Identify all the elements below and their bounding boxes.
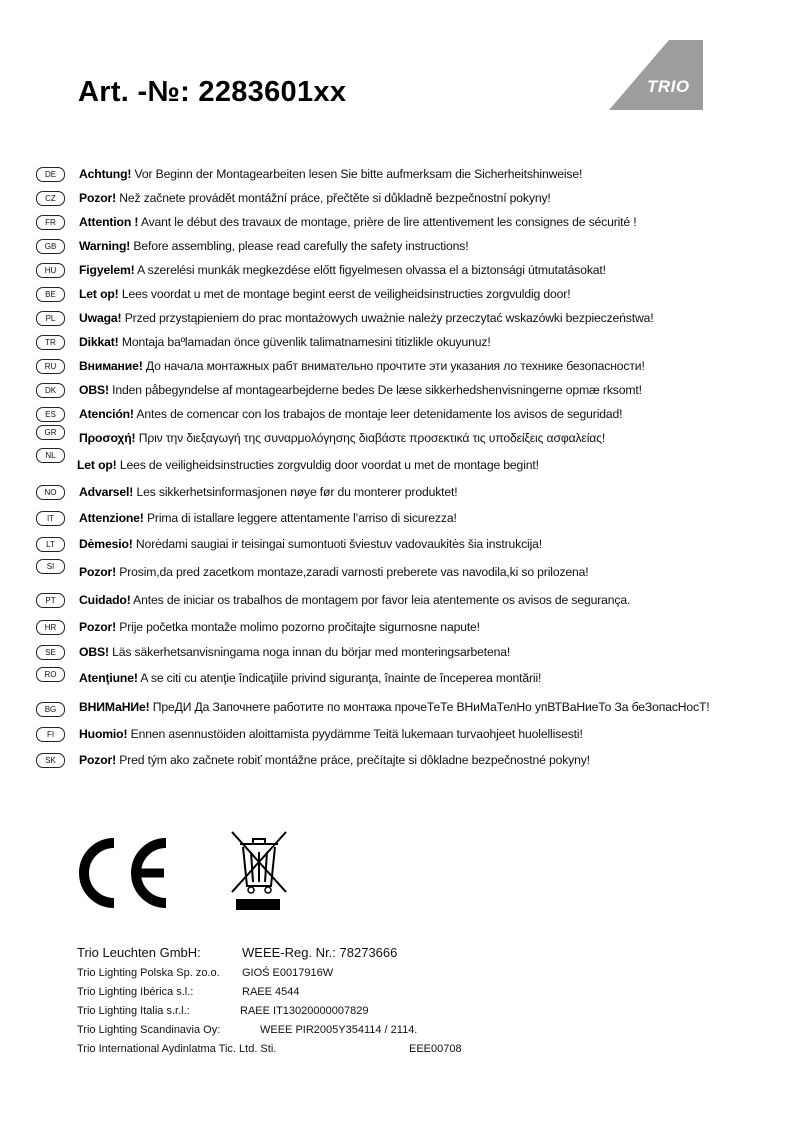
warning-text — [79, 214, 637, 230]
warning-row-it — [36, 510, 776, 528]
warning-body: Les sikkerhetsinformasjonen nøye før du monterer produktet! — [133, 485, 458, 499]
warning-row-gr — [36, 430, 776, 448]
warning-row-fi — [36, 726, 776, 744]
warning-lead: Warning! — [79, 239, 131, 253]
language-code-badge: IT — [36, 511, 65, 526]
warning-row-si — [36, 564, 776, 582]
warning-text — [79, 358, 645, 374]
language-code-badge: LT — [36, 537, 65, 552]
registration-row — [77, 945, 777, 967]
language-code-badge: FI — [36, 727, 65, 742]
warning-text — [79, 619, 480, 635]
registration-number: WEEE-Reg. Nr.: 78273666 — [242, 945, 398, 960]
warning-body: Inden påbegyndelse af montagearbejderne bedes De læse sikkerhedshenvisningerne opmæ rksomt! — [108, 383, 642, 397]
warning-row-sk — [36, 752, 776, 770]
warning-row-lt — [36, 536, 776, 554]
language-code-badge: SK — [36, 753, 65, 768]
warning-row-pt — [36, 592, 776, 610]
ce-mark-icon — [74, 837, 172, 909]
language-code-badge: DK — [36, 383, 65, 398]
warning-text — [79, 564, 589, 580]
warning-text — [79, 406, 622, 422]
warning-lead: Atención! — [79, 407, 134, 421]
language-code-badge: PT — [36, 593, 65, 608]
warning-body: Prima di istallare leggere attentamente l’arriso di sicurezza! — [143, 511, 457, 525]
warning-text — [79, 726, 583, 742]
warning-lead: Figyelem! — [79, 263, 135, 277]
warning-row-dk — [36, 382, 776, 400]
warning-text — [79, 644, 510, 660]
warning-lead: Let op! — [77, 458, 117, 472]
warning-row-tr — [36, 334, 776, 352]
warning-body: Vor Beginn der Montagearbeiten lesen Sie bitte aufmerksam die Sicherheitshinweise! — [131, 167, 583, 181]
warning-row-nl — [36, 451, 776, 475]
language-code-badge: GB — [36, 239, 65, 254]
warning-lead: Let op! — [79, 287, 119, 301]
warning-body: A se citi cu atenţie îndicaţiile privind siguranţa, înainte de începerea montării! — [137, 671, 542, 685]
company-name: Trio Leuchten GmbH: — [77, 945, 201, 960]
language-code-badge: NO — [36, 485, 65, 500]
warning-text — [79, 310, 653, 326]
warning-text — [79, 286, 570, 302]
warning-body: Antes de comencar con los trabajos de montaje leer detenidamente los avisos de seguridad! — [133, 407, 623, 421]
warning-text — [79, 334, 491, 350]
warning-text — [79, 592, 630, 608]
warning-lead: Pozor! — [79, 753, 117, 767]
warning-lead: ВНИМаНИе! — [79, 700, 150, 714]
registration-row — [77, 1043, 777, 1062]
warning-row-pl — [36, 310, 776, 328]
warning-text — [79, 670, 541, 686]
trio-logo-text: TRIO — [647, 77, 690, 96]
registration-number: EEE00708 — [409, 1043, 462, 1055]
warning-row-ro — [36, 670, 776, 688]
warning-lead: Pozor! — [79, 565, 117, 579]
language-code-badge: HR — [36, 620, 65, 635]
warning-lead: Huomio! — [79, 727, 128, 741]
warning-row-be — [36, 286, 776, 304]
warning-body: Prosim,da pred zacetkom montaze,zaradi varnosti preberete vas navodila,ki so prilozena! — [116, 565, 589, 579]
warning-text — [79, 238, 468, 254]
warning-row-bg — [36, 699, 776, 717]
registration-number: WEEE PIR2005Y354114 / 2114. — [260, 1024, 418, 1036]
article-number-title: Art. -№: 2283601xx — [78, 76, 347, 108]
language-code-badge: SE — [36, 645, 65, 660]
language-code-badge: RO — [36, 667, 65, 682]
warning-text — [79, 484, 457, 500]
warning-body: Lees voordat u met de montage begint eerst de veiligheidsinstructies zorgvuldig door! — [118, 287, 571, 301]
registration-row — [77, 1005, 777, 1024]
warning-lead: Atenţiune! — [79, 671, 138, 685]
warning-body: Przed przystąpieniem do prac montażowych uważnie należy przeczytać wskazówki bezpieczeństwa! — [121, 311, 654, 325]
warning-row-gb — [36, 238, 776, 256]
warning-lead: Pozor! — [79, 191, 117, 205]
warning-body: Prije početka montaže molimo pozorno pročitajte sigurnosne napute! — [116, 620, 480, 634]
registration-number: RAEE IT13020000007829 — [240, 1005, 369, 1017]
language-code-badge: CZ — [36, 191, 65, 206]
warning-row-se — [36, 644, 776, 662]
warning-lead: Cuidado! — [79, 593, 131, 607]
warning-row-hr — [36, 619, 776, 637]
warning-lead: Advarsel! — [79, 485, 134, 499]
language-code-badge: DE — [36, 167, 65, 182]
language-code-badge: ES — [36, 407, 65, 422]
warning-row-es — [36, 406, 776, 424]
weee-registration-list — [77, 945, 777, 1062]
warning-body: Before assembling, please read carefully the safety instructions! — [130, 239, 469, 253]
warning-row-ru — [36, 358, 776, 376]
warning-lead: Achtung! — [79, 167, 132, 181]
company-name: Trio Lighting Italia s.r.l.: — [77, 1005, 190, 1017]
warning-body: Lees de veiligheidsinstructies zorgvuldig door voordat u met de montage begint! — [116, 458, 539, 472]
warning-lead: Dėmesio! — [79, 537, 133, 551]
language-code-badge: TR — [36, 335, 65, 350]
warning-lead: OBS! — [79, 383, 109, 397]
warning-text — [79, 262, 606, 278]
warning-row-hu — [36, 262, 776, 280]
warning-body: A szerelési munkák megkezdése előtt figyelmesen olvassa el a biztonsági útmutatásokat! — [134, 263, 606, 277]
company-name: Trio Lighting Polska Sp. zo.o. — [77, 967, 220, 979]
warning-body: ПреДИ Да Започнете работите по монтажа прочеТеТе ВНиМаТелНо упВТВаНиеТо За беЗопасНосТ! — [149, 700, 710, 714]
registration-number: RAEE 4544 — [242, 986, 300, 998]
warning-lead: Dikkat! — [79, 335, 119, 349]
warning-text — [77, 457, 539, 473]
warning-row-de — [36, 166, 776, 184]
registration-row — [77, 1024, 777, 1043]
language-code-badge: SI — [36, 559, 65, 574]
language-code-badge: PL — [36, 311, 65, 326]
warning-body: Než začnete provádět montážní práce, přečtěte si důkladně bezpečnostní pokyny! — [116, 191, 551, 205]
warning-lead: Внимание! — [79, 359, 143, 373]
warning-text — [79, 166, 582, 182]
warning-body: До начала монтажных рабт внимательно прочтите эти указания ло технике безопасности! — [142, 359, 645, 373]
warning-body: Pred tým ako začnete robiť montážne práce, prečítajte si dôkladne bezpečnostné pokyny! — [116, 753, 590, 767]
warning-text — [79, 510, 457, 526]
language-code-badge: HU — [36, 263, 65, 278]
language-code-badge: GR — [36, 425, 65, 440]
registration-number: GIOŚ E0017916W — [242, 967, 334, 979]
warning-text — [79, 430, 605, 446]
language-code-badge: FR — [36, 215, 65, 230]
language-code-badge: BG — [36, 702, 65, 717]
language-code-badge: NL — [36, 448, 65, 463]
registration-row — [77, 986, 777, 1005]
registration-row — [77, 967, 777, 986]
warning-lead: Uwaga! — [79, 311, 122, 325]
warning-lead: Προσοχή! — [79, 431, 136, 445]
warning-lead: Attenzione! — [79, 511, 144, 525]
warning-body: Ennen asennustöiden aloittamista pyydämme Teitä lukemaan turvaohjeet huolellisesti! — [127, 727, 583, 741]
warning-body: Avant le début des travaux de montage, prière de lire attentivement les consignes de sécurité ! — [138, 215, 637, 229]
company-name: Trio Lighting Ibérica s.l.: — [77, 986, 194, 998]
warning-lead: Pozor! — [79, 620, 117, 634]
warning-lead: OBS! — [79, 645, 109, 659]
warning-body: Norėdami saugiai ir teisingai sumontuoti šviestuv vadovaukitės šia instrukcija! — [132, 537, 543, 551]
warning-row-fr — [36, 214, 776, 232]
warning-text — [79, 382, 642, 398]
warning-body: Antes de iniciar os trabalhos de montagem por favor leia atentemente os avisos de segurança. — [130, 593, 631, 607]
warning-text — [79, 699, 710, 715]
warning-row-cz — [36, 190, 776, 208]
language-code-badge: RU — [36, 359, 65, 374]
warning-text — [79, 536, 542, 552]
warning-body: Läs säkerhetsanvisningama noga innan du börjar med monteringsarbetena! — [108, 645, 511, 659]
warning-body: Πριν την διεξαγωγή της συναρμολόγησης διαβάστε προσεκτικά τις υποδείξεις ασφαλείας! — [135, 431, 606, 445]
company-name: Trio International Aydinlatma Tic. Ltd. Sti. — [77, 1043, 277, 1055]
company-name: Trio Lighting Scandinavia Oy: — [77, 1024, 221, 1036]
warning-body: Montaja baºlamadan önce güvenlik talimatnamesini titizlikle okuyunuz! — [118, 335, 491, 349]
warning-lead: Attention ! — [79, 215, 139, 229]
warning-text — [79, 752, 590, 768]
warning-row-no — [36, 484, 776, 502]
warning-text — [79, 190, 551, 206]
language-code-badge: BE — [36, 287, 65, 302]
weee-underline-bar — [236, 899, 280, 910]
